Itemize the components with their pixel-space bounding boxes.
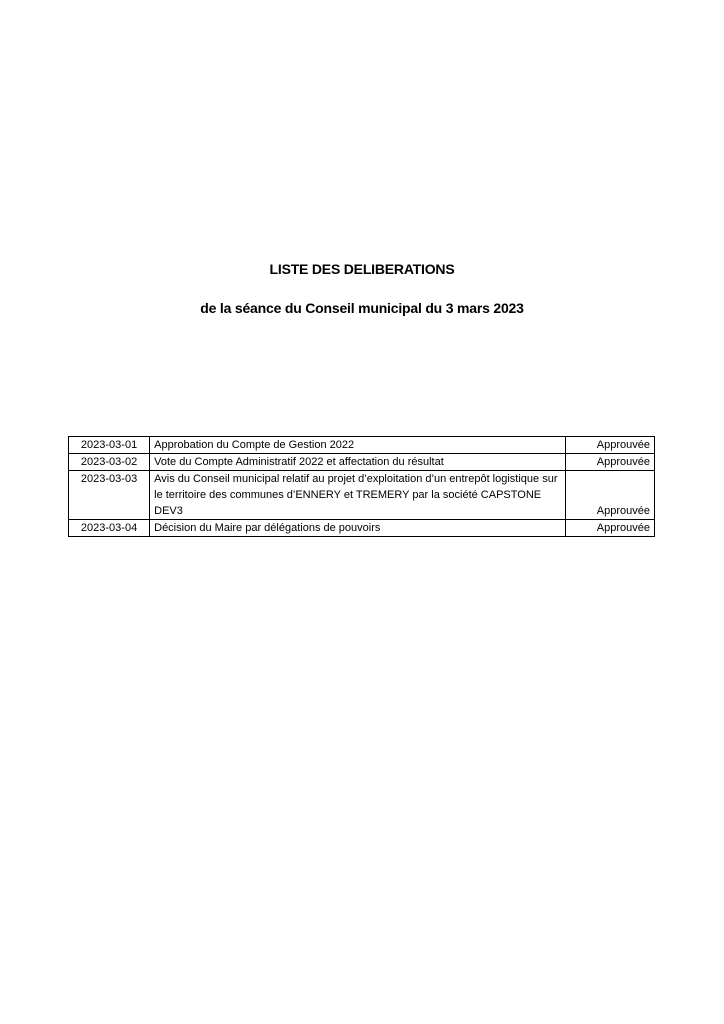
table-row <box>69 471 655 520</box>
deliberation-status: Approuvée <box>565 520 654 537</box>
deliberation-number: 2023-03-02 <box>69 454 150 471</box>
table-row <box>69 454 655 471</box>
deliberation-object: Approbation du Compte de Gestion 2022 <box>150 437 566 454</box>
deliberation-object: Décision du Maire par délégations de pouvoirs <box>150 520 566 537</box>
deliberation-number: 2023-03-03 <box>69 471 150 520</box>
deliberation-status: Approuvée <box>565 437 654 454</box>
deliberations-table <box>68 436 655 537</box>
table-row <box>69 520 655 537</box>
deliberation-number: 2023-03-01 <box>69 437 150 454</box>
document-title: LISTE DES DELIBERATIONS <box>269 261 455 277</box>
deliberation-object: Avis du Conseil municipal relatif au projet d’exploitation d’un entrepôt logistique sur le territoire des communes d’ENNERY et TREMERY par la société CAPSTONE DEV3 <box>150 471 566 520</box>
deliberation-status: Approuvée <box>565 454 654 471</box>
deliberation-status: Approuvée <box>565 471 654 520</box>
table-row <box>69 437 655 454</box>
deliberation-object: Vote du Compte Administratif 2022 et affectation du résultat <box>150 454 566 471</box>
deliberation-number: 2023-03-04 <box>69 520 150 537</box>
document-subtitle: de la séance du Conseil municipal du 3 mars 2023 <box>200 300 524 316</box>
